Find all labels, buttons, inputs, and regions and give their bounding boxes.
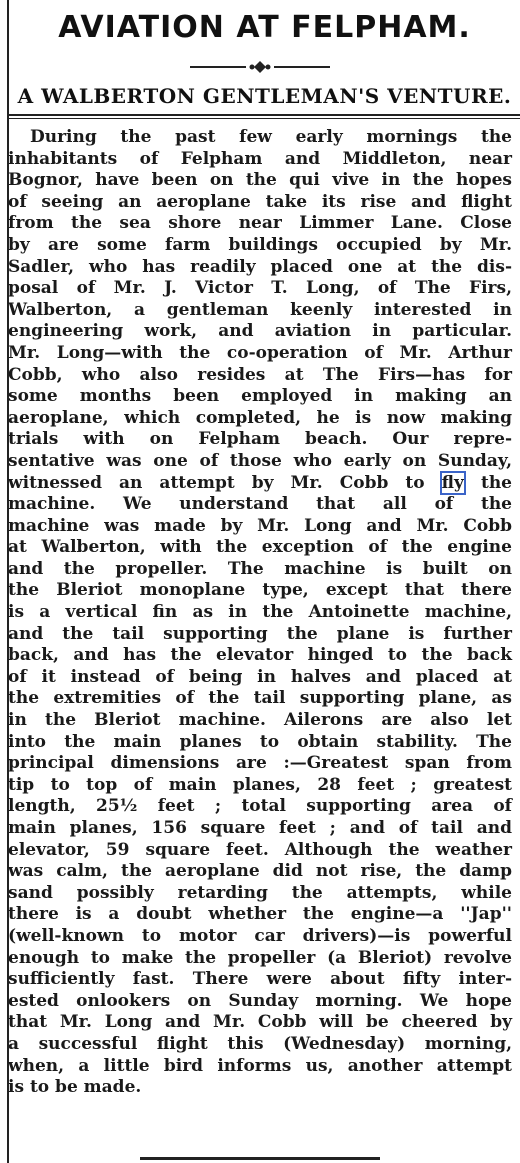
body-line [8, 473, 512, 495]
body-line: engineering work, and aviation in particular. [8, 321, 512, 342]
body-line: sufficiently fast. There were about fifty inter- [8, 969, 512, 990]
body-line: of it instead of being in halves and placed at [8, 666, 512, 687]
body-line: Sadler, who has readily placed one at the dis- [8, 256, 512, 277]
body-line: in the Bleriot machine. Ailerons are also let [8, 710, 512, 731]
body-line: the extremities of the tail supporting plane, as [8, 688, 512, 709]
body-line: when, a little bird informs us, another attempt [8, 1055, 512, 1076]
body-line: the Bleriot monoplane type, except that there [8, 580, 512, 601]
bottom-rule [140, 1157, 380, 1160]
body-line: Cobb, who also resides at The Firs—has for [8, 364, 512, 385]
body-line: posal of Mr. J. Victor T. Long, of The Firs, [8, 278, 512, 299]
body-line: machine was made by Mr. Long and Mr. Cobb [8, 515, 512, 536]
body-line: is to be made. [8, 1077, 142, 1098]
body-line-segment: the [463, 472, 512, 493]
body-line: Bognor, have been on the qui vive in the hopes [8, 170, 512, 191]
header-rule-thin [9, 118, 520, 119]
article-subtitle: A WALBERTON GENTLEMAN'S VENTURE. [17, 84, 512, 108]
body-line: Walberton, a gentleman keenly interested in [8, 299, 512, 320]
body-line: at Walberton, with the exception of the engine [8, 537, 512, 558]
body-line: into the main planes to obtain stability. The [8, 731, 512, 752]
body-line: inhabitants of Felpham and Middleton, near [8, 148, 512, 169]
body-line: is a vertical fin as in the Antoinette machine, [8, 602, 512, 623]
ornament-divider [190, 60, 330, 74]
body-line: aeroplane, which completed, he is now making [8, 407, 512, 428]
body-line: that Mr. Long and Mr. Cobb will be cheered by [8, 1012, 512, 1033]
article-body [8, 127, 512, 1099]
body-line: ested onlookers on Sunday morning. We hope [8, 990, 512, 1011]
body-line: tip to top of main planes, 28 feet ; greatest [8, 774, 512, 795]
body-line: principal dimensions are :—Greatest span from [8, 753, 512, 774]
body-line: a successful flight this (Wednesday) morning, [8, 1033, 512, 1054]
body-line: sentative was one of those who early on Sunday, [8, 450, 512, 471]
body-line-segment: witnessed an attempt by Mr. Cobb to [8, 472, 442, 493]
body-line: main planes, 156 square feet ; and of tail and [8, 818, 512, 838]
body-line: of seeing an aeroplane take its rise and flight [8, 191, 512, 212]
body-line: back, and has the elevator hinged to the back [8, 645, 512, 666]
body-line: elevator, 59 square feet. Although the weather [8, 839, 512, 860]
body-line: Mr. Long—with the co-operation of Mr. Arthur [8, 342, 512, 363]
body-line: enough to make the propeller (a Bleriot) revolve [8, 947, 512, 968]
header-rule-thick [9, 114, 520, 116]
body-line: During the past few early mornings the [30, 127, 512, 147]
body-line: some months been employed in making an [8, 386, 512, 407]
body-line: there is a doubt whether the engine—a ''Jap'' [8, 904, 512, 925]
body-line: was calm, the aeroplane did not rise, the damp [8, 861, 512, 882]
body-line: and the propeller. The machine is built on [8, 558, 512, 579]
body-line: (well-known to motor car drivers)—is powerful [8, 925, 512, 946]
highlighted-word[interactable]: fly [441, 472, 464, 493]
body-line: machine. We understand that all of the [8, 494, 512, 515]
body-line: length, 25½ feet ; total supporting area of [8, 796, 512, 817]
body-line: from the sea shore near Limmer Lane. Close [8, 213, 512, 234]
body-line: trials with on Felpham beach. Our repre- [8, 429, 512, 450]
body-line: sand possibly retarding the attempts, while [8, 882, 512, 903]
body-line: and the tail supporting the plane is further [8, 623, 512, 644]
article-title: AVIATION AT FELPHAM. [58, 10, 471, 45]
body-line: by are some farm buildings occupied by Mr. [8, 234, 512, 255]
